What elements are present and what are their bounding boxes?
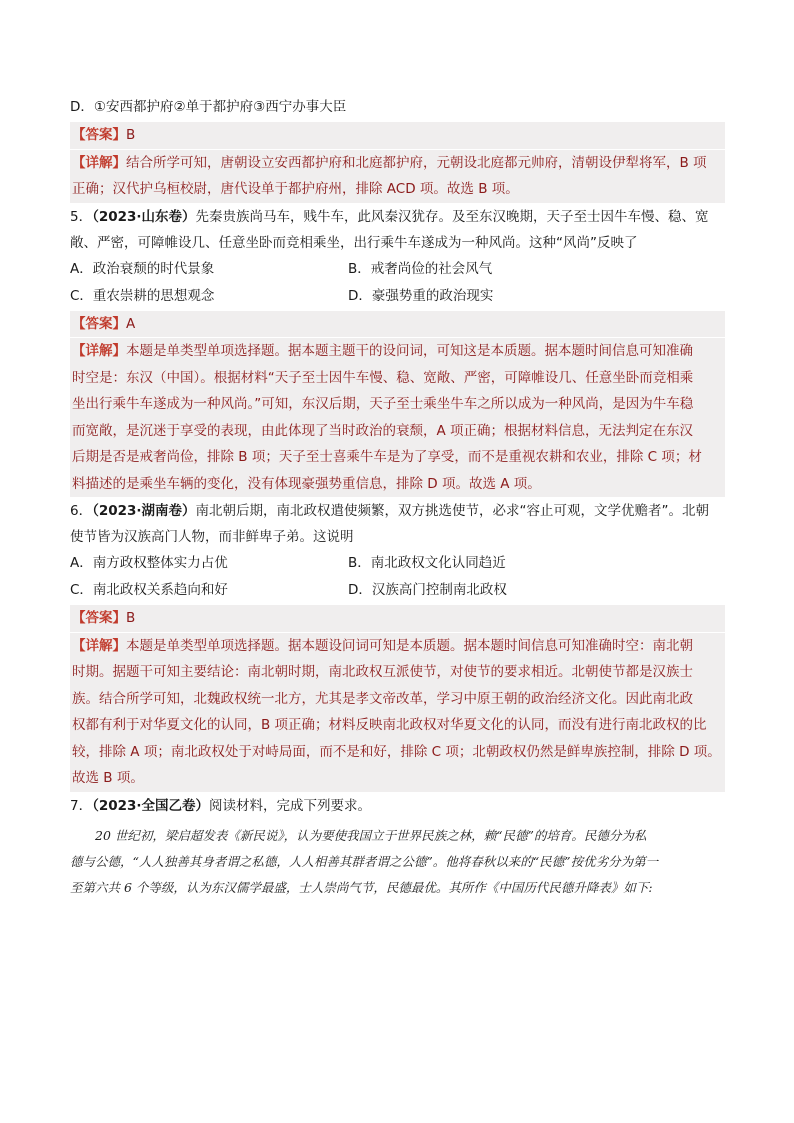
q6-option-a: A．南方政权整体实力占优	[70, 555, 228, 571]
q6-answer: B	[126, 610, 136, 626]
q5-answer-block	[70, 311, 725, 338]
q5-source: （2023·山东卷）	[92, 208, 196, 225]
q7-material-line: 德与公德，“人人独善其身者谓之私德，人人相善其群者谓之公德”。他将春秋以来的“民德”按优劣分为第一	[70, 853, 659, 869]
detail-tag: 【详解】	[72, 637, 126, 654]
q6-options-row	[70, 550, 725, 577]
q7-stem-text: 阅读材料，完成下列要求。	[209, 797, 372, 814]
q6-stem-line: 南北朝后期，南北政权遣使频繁，双方挑选使节，必求“容止可观，文学优赡者”。北朝	[195, 503, 710, 519]
q5-option-a: A．政治衰颓的时代景象	[70, 260, 215, 277]
q6-detail-line: 权都有利于对华夏文化的认同，B 项正确；材料反映南北政权对华夏文化的认同，而没有进行南北政权的比	[72, 717, 707, 733]
q7-source: （2023·全国乙卷）	[92, 797, 210, 814]
q5-stem-line: 先秦贵族尚马车，贱牛车，此风秦汉犹存。及至东汉晚期，天子至士因牛车慢、稳、宽	[195, 208, 709, 225]
q4-answer: B	[126, 127, 136, 143]
q5-option-d: D．豪强势重的政治现实	[348, 287, 494, 304]
q4-detail-line: 正确；汉代护乌桓校尉，唐代设单于都护府州，排除 ACD 项。故选 B 项。	[72, 181, 519, 197]
q4-answer-block	[70, 122, 725, 149]
q5-stem-line: 敞、严密，可障帷设几、任意坐卧而竞相乘坐，出行乘牛车遂成为一种风尚。这种“风尚”反映了	[70, 234, 638, 251]
q7-material-line: 20 世纪初，梁启超发表《新民说》，认为要使我国立于世界民族之林，赖“民德”的培育。民德分为私	[95, 827, 647, 843]
q7-material-line: 至第六共 6 个等级，认为东汉儒学最盛，士人崇尚气节，民德最优。其所作《中国历代民德升降表》如下:	[70, 879, 653, 895]
q6-detail-line: 较，排除 A 项；南北政权处于对峙局面，而不是和好，排除 C 项；北朝政权仍然是鲜卑族控制，排除 D 项。	[72, 743, 721, 760]
q4-detail-block	[70, 150, 725, 203]
q5-detail-block	[70, 338, 725, 497]
q5-detail-line: 而宽敞，是沉迷于享受的表现，由此体现了当时政治的衰颓，A 项正确；根据材料信息，无法判定在东汉	[72, 422, 694, 439]
q6-detail-line: 时期。据题干可知主要结论：南北朝时期，南北政权互派使节，对使节的要求相近。北朝使节都是汉族士	[72, 664, 693, 680]
q5-options-row	[70, 283, 725, 310]
answer-tag: 【答案】	[72, 610, 126, 626]
q4-detail-line: 结合所学可知，唐朝设立安西都护府和北庭都护府，元朝设北庭都元帅府，清朝设伊犁将军，B 项	[126, 154, 707, 171]
q5-detail-line: 后期是否是戒奢尚俭，排除 B 项；天子至士喜乘牛车是为了享受，而不是重视农耕和农业，排除 C 项；材	[72, 449, 702, 465]
q5-answer: A	[126, 315, 136, 332]
q6-options-row	[70, 577, 725, 604]
q6-option-b: B．南北政权文化认同趋近	[348, 555, 506, 571]
q6-detail-line: 故选 B 项。	[72, 770, 144, 786]
answer-tag: 【答案】	[72, 127, 126, 143]
q6-stem-line: 使节皆为汉族高门人物，而非鲜卑子弟。这说明	[70, 529, 354, 545]
q5-detail-line: 时空是：东汉（中国）。根据材料“天子至士因牛车慢、稳、宽敞、严密，可障帷设几、任意坐卧而竞相乘	[72, 369, 694, 386]
detail-tag: 【详解】	[72, 343, 126, 359]
q6-detail-block	[70, 633, 725, 792]
q7-stem	[70, 793, 725, 819]
q5-number: 5．	[70, 208, 93, 225]
q6-number: 6．	[70, 503, 93, 519]
q5-option-c: C．重农崇耕的思想观念	[70, 287, 215, 304]
q4-option-d: D．①安西都护府②单于都护府③西宁办事大臣	[70, 99, 347, 115]
q6-option-d: D．汉族高门控制南北政权	[348, 582, 507, 598]
q6-source: （2023·湖南卷）	[92, 503, 196, 519]
q7-number: 7．	[70, 797, 93, 814]
q5-stem	[70, 204, 725, 230]
q6-detail-line: 本题是单类型单项选择题。据本题设问词可知是本质题。据本题时间信息可知准确时空：南北朝	[126, 637, 693, 654]
q6-answer-block	[70, 605, 725, 632]
q6-option-c: C．南北政权关系趋向和好	[70, 582, 228, 598]
answer-tag: 【答案】	[72, 315, 126, 332]
q5-detail-line: 坐出行乘牛车遂成为一种风尚。”可知，东汉后期，天子至士乘坐牛车之所以成为一种风尚，是因为牛车稳	[72, 396, 694, 412]
q5-detail-line: 本题是单类型单项选择题。据本题主题干的设问词，可知这是本质题。据本题时间信息可知准确	[126, 343, 693, 359]
q6-stem	[70, 498, 725, 524]
q5-option-b: B．戒奢尚俭的社会风气	[348, 260, 493, 277]
q7-material	[70, 823, 725, 901]
q5-detail-line: 料描述的是乘坐车辆的变化，没有体现豪强势重信息，排除 D 项。故选 A 项。	[72, 475, 541, 492]
detail-tag: 【详解】	[72, 154, 126, 171]
q6-detail-line: 族。结合所学可知，北魏政权统一北方，尤其是孝文帝改革，学习中原王朝的政治经济文化。因此南北政	[72, 690, 693, 707]
document-page	[70, 94, 725, 901]
q5-options-row	[70, 256, 725, 283]
